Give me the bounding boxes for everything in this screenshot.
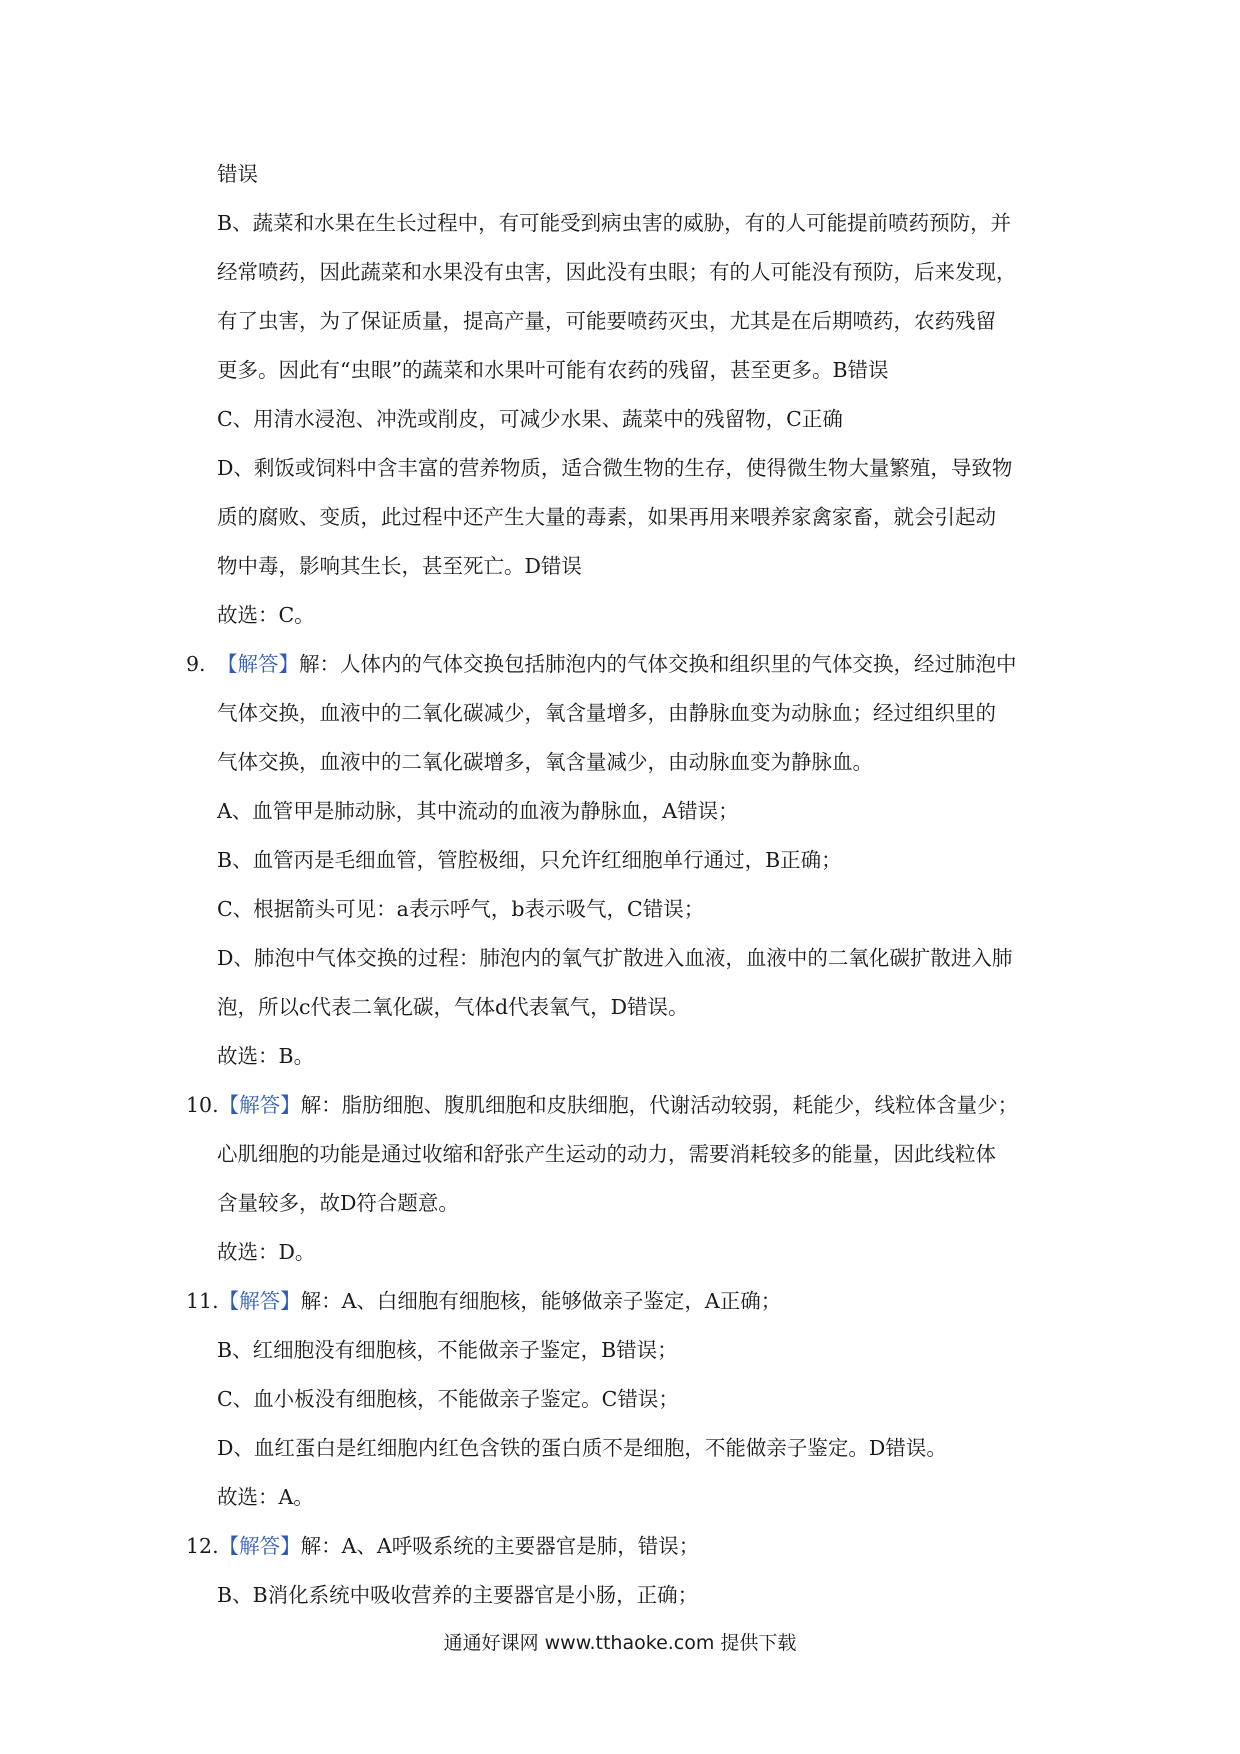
line-text: 经常喷药，因此蔬菜和水果没有虫害，因此没有虫眼；有的人可能没有预防，后来发现， <box>217 260 1017 284</box>
text-line <box>186 1375 1061 1424</box>
answer-tag: 【解答】 <box>217 652 299 676</box>
answer-tag: 【解答】 <box>218 1289 301 1313</box>
line-text: C、血小板没有细胞核，不能做亲子鉴定。C错误； <box>217 1387 679 1411</box>
text-line <box>186 1130 1061 1179</box>
question-number: 10. <box>186 1093 219 1117</box>
text-line <box>186 395 1061 444</box>
line-text: D、血红蛋白是红细胞内红色含铁的蛋白质不是细胞，不能做亲子鉴定。D错误。 <box>217 1436 947 1460</box>
line-text: 故选：D。 <box>217 1240 316 1264</box>
line-text: 故选：A。 <box>217 1485 314 1509</box>
line-text: B、B消化系统中吸收营养的主要器官是小肠，正确； <box>217 1583 699 1607</box>
question-line <box>186 1522 1061 1571</box>
text-line <box>186 787 1061 836</box>
line-text: B、蔬菜和水果在生长过程中，有可能受到病虫害的威胁，有的人可能提前喷药预防，并 <box>217 211 1012 235</box>
text-line <box>186 248 1061 297</box>
text-line <box>186 934 1061 983</box>
line-text: 错误 <box>217 162 258 186</box>
question-line <box>186 1277 1061 1326</box>
line-text: 气体交换，血液中的二氧化碳减少，氧含量增多，由静脉血变为动脉血；经过组织里的 <box>217 701 996 725</box>
text-line <box>186 689 1061 738</box>
question-number: 9. <box>186 652 206 676</box>
text-line <box>186 1228 1061 1277</box>
answer-tag: 【解答】 <box>218 1093 301 1117</box>
line-text: 气体交换，血液中的二氧化碳增多，氧含量减少，由动脉血变为静脉血。 <box>217 750 873 774</box>
text-line <box>186 1326 1061 1375</box>
text-line <box>186 1179 1061 1228</box>
line-text: D、剩饭或饲料中含丰富的营养物质，适合微生物的生存，使得微生物大量繁殖，导致物 <box>217 456 1013 480</box>
text-line <box>186 591 1061 640</box>
line-text: C、用清水浸泡、冲洗或削皮，可减少水果、蔬菜中的残留物，C正确 <box>217 407 843 431</box>
line-text: 故选：C。 <box>217 603 315 627</box>
text-line <box>186 346 1061 395</box>
line-text: 有了虫害，为了保证质量，提高产量，可能要喷药灭虫，尤其是在后期喷药，农药残留 <box>217 309 996 333</box>
text-line <box>186 1424 1061 1473</box>
line-text: 泡，所以c代表二氧化碳，气体d代表氧气，D错误。 <box>217 995 689 1019</box>
text-line <box>186 1032 1061 1081</box>
text-line <box>186 1473 1061 1522</box>
line-text: 物中毒，影响其生长，甚至死亡。D错误 <box>217 554 582 578</box>
text-line <box>186 983 1061 1032</box>
line-text: 故选：B。 <box>217 1044 315 1068</box>
question-line <box>186 1081 1061 1130</box>
text-line <box>186 297 1061 346</box>
line-text: 含量较多，故D符合题意。 <box>217 1191 459 1215</box>
question-line <box>186 640 1061 689</box>
text-line <box>186 542 1061 591</box>
answer-content <box>186 150 1061 1620</box>
line-text: 心肌细胞的功能是通过收缩和舒张产生运动的动力，需要消耗较多的能量，因此线粒体 <box>217 1142 996 1166</box>
text-line <box>186 836 1061 885</box>
line-text: B、血管丙是毛细血管，管腔极细，只允许红细胞单行通过，B正确； <box>217 848 842 872</box>
line-text: C、根据箭头可见：a表示呼气，b表示吸气，C错误； <box>217 897 705 921</box>
text-line <box>186 738 1061 787</box>
line-text: 质的腐败、变质，此过程中还产生大量的毒素，如果再用来喂养家禽家畜，就会引起动 <box>217 505 996 529</box>
text-line <box>186 444 1061 493</box>
line-text: 解：人体内的气体交换包括肺泡内的气体交换和组织里的气体交换，经过肺泡中 <box>299 652 1017 676</box>
text-line <box>186 199 1061 248</box>
text-line <box>186 1571 1061 1620</box>
line-text: 解：A、白细胞有细胞核，能够做亲子鉴定，A正确； <box>300 1289 782 1313</box>
answer-tag: 【解答】 <box>218 1534 301 1558</box>
question-number: 12. <box>186 1534 219 1558</box>
text-line <box>186 150 1061 199</box>
line-text: D、肺泡中气体交换的过程：肺泡内的氧气扩散进入血液，血液中的二氧化碳扩散进入肺 <box>217 946 1013 970</box>
question-number: 11. <box>186 1289 219 1313</box>
line-text: 解：A、A呼吸系统的主要器官是肺，错误； <box>300 1534 700 1558</box>
line-text: 解：脂肪细胞、腹肌细胞和皮肤细胞，代谢活动较弱，耗能少，线粒体含量少； <box>300 1093 1019 1117</box>
page-footer: 通通好课网 www.tthaoke.com 提供下载 <box>443 1632 797 1654</box>
text-line <box>186 493 1061 542</box>
line-text: B、红细胞没有细胞核，不能做亲子鉴定，B错误； <box>217 1338 678 1362</box>
line-text: A、血管甲是肺动脉，其中流动的血液为静脉血，A错误； <box>217 799 739 823</box>
line-text: 更多。因此有“虫眼”的蔬菜和水果叶可能有农药的残留，甚至更多。B错误 <box>217 358 889 382</box>
text-line <box>186 885 1061 934</box>
